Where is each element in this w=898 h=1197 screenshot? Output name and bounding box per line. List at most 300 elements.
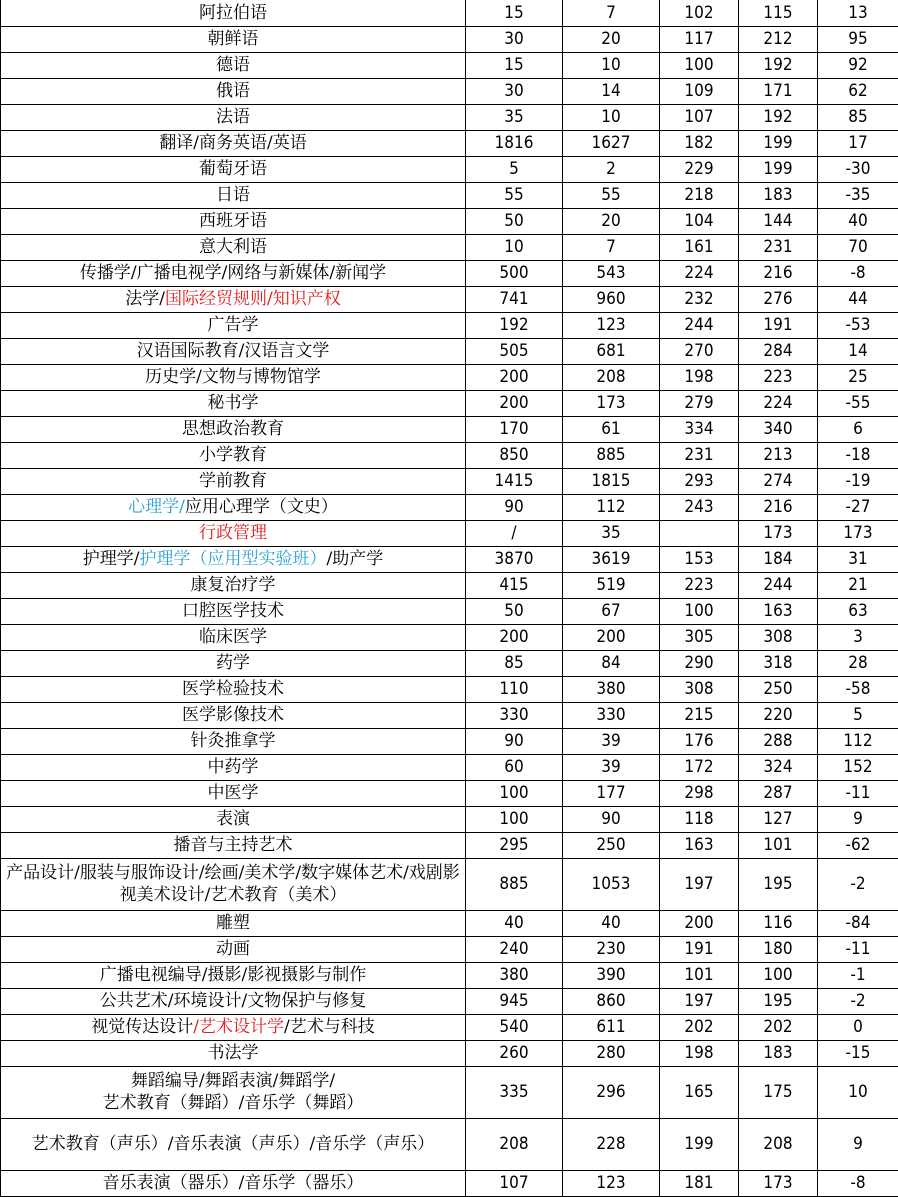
major-name-cell — [1, 338, 466, 364]
table-row — [1, 780, 898, 806]
value-col-1-cell: 5 — [466, 156, 563, 182]
value-col-4-cell: 324 — [739, 754, 818, 780]
value-col-3-cell: 176 — [660, 728, 739, 754]
value-col-3-cell: 224 — [660, 260, 739, 286]
value-col-2-cell: 1053 — [563, 858, 660, 910]
major-name-cell — [1, 1040, 466, 1066]
value-col-2-cell: 55 — [563, 182, 660, 208]
table-row — [1, 1118, 898, 1170]
value-col-5-cell: -58 — [818, 676, 898, 702]
major-name-segment: 舞蹈编导/舞蹈表演/舞蹈学/ — [130, 1071, 336, 1091]
value-col-5-cell: -15 — [818, 1040, 898, 1066]
value-col-5-cell: 14 — [818, 338, 898, 364]
major-name-segment: 书法学 — [207, 1043, 259, 1063]
major-name-segment: 艺术教育（声乐）/音乐表演（声乐）/音乐学（声乐） — [31, 1134, 435, 1154]
majors-table-body — [1, 0, 898, 1196]
major-name-segment: /助产学 — [326, 549, 384, 569]
major-name-segment: 雕塑 — [216, 913, 250, 933]
value-col-1-cell: 415 — [466, 572, 563, 598]
value-col-4-cell: 244 — [739, 572, 818, 598]
major-name-segment: 艺术教育（舞蹈）/音乐学（舞蹈） — [102, 1093, 364, 1113]
value-col-3-cell: 100 — [660, 52, 739, 78]
value-col-4-cell: 216 — [739, 260, 818, 286]
value-col-1-cell: 500 — [466, 260, 563, 286]
major-name-cell — [1, 1014, 466, 1040]
major-name-segment: 心理学/ — [128, 497, 185, 517]
value-col-5-cell: -2 — [818, 858, 898, 910]
value-col-4-cell: 183 — [739, 1040, 818, 1066]
value-col-5-cell: 0 — [818, 1014, 898, 1040]
value-col-3-cell: 270 — [660, 338, 739, 364]
value-col-3-cell: 197 — [660, 988, 739, 1014]
value-col-4-cell: 213 — [739, 442, 818, 468]
value-col-3-cell: 109 — [660, 78, 739, 104]
value-col-5-cell: 3 — [818, 624, 898, 650]
major-name-cell — [1, 78, 466, 104]
value-col-2-cell: 860 — [563, 988, 660, 1014]
value-col-5-cell: 9 — [818, 1118, 898, 1170]
value-col-4-cell: 191 — [739, 312, 818, 338]
major-name-cell — [1, 962, 466, 988]
value-col-2-cell: 2 — [563, 156, 660, 182]
value-col-5-cell: 21 — [818, 572, 898, 598]
major-name-segment: 意大利语 — [199, 237, 267, 257]
major-name-cell — [1, 728, 466, 754]
value-col-5-cell: -1 — [818, 962, 898, 988]
major-name-cell — [1, 416, 466, 442]
major-name-segment: 播音与主持艺术 — [173, 835, 293, 855]
value-col-5-cell: 5 — [818, 702, 898, 728]
value-col-4-cell: 115 — [739, 0, 818, 26]
value-col-3-cell: 117 — [660, 26, 739, 52]
value-col-4-cell: 199 — [739, 130, 818, 156]
value-col-4-cell: 171 — [739, 78, 818, 104]
table-row — [1, 598, 898, 624]
major-name-cell — [1, 130, 466, 156]
major-name-cell — [1, 572, 466, 598]
value-col-2-cell: 112 — [563, 494, 660, 520]
value-col-3-cell: 244 — [660, 312, 739, 338]
value-col-3-cell — [660, 520, 739, 546]
major-name-segment: 翻译/商务英语/英语 — [159, 133, 307, 153]
value-col-5-cell: -19 — [818, 468, 898, 494]
value-col-5-cell: 17 — [818, 130, 898, 156]
value-col-3-cell: 161 — [660, 234, 739, 260]
value-col-1-cell: 40 — [466, 910, 563, 936]
table-row — [1, 1066, 898, 1118]
table-row — [1, 52, 898, 78]
value-col-3-cell: 232 — [660, 286, 739, 312]
major-name-segment: 秘书学 — [207, 393, 259, 413]
table-row — [1, 468, 898, 494]
value-col-5-cell: 62 — [818, 78, 898, 104]
value-col-2-cell: 885 — [563, 442, 660, 468]
major-name-segment: 产品设计/服装与服饰设计/绘画/美术学/数字媒体艺术/戏剧影视美术设计/艺术教育（美术） — [6, 863, 460, 905]
value-col-4-cell: 144 — [739, 208, 818, 234]
major-name-cell — [1, 806, 466, 832]
major-name-cell — [1, 182, 466, 208]
major-name-segment: 广播电视编导/摄影/影视摄影与制作 — [99, 965, 367, 985]
major-name-cell — [1, 936, 466, 962]
value-col-3-cell: 104 — [660, 208, 739, 234]
value-col-3-cell: 172 — [660, 754, 739, 780]
table-row — [1, 208, 898, 234]
value-col-1-cell: 10 — [466, 234, 563, 260]
major-name-segment: 西班牙语 — [199, 211, 267, 231]
value-col-3-cell: 200 — [660, 910, 739, 936]
value-col-3-cell: 305 — [660, 624, 739, 650]
major-name-cell — [1, 910, 466, 936]
value-col-1-cell: 1816 — [466, 130, 563, 156]
major-name-segment: 医学影像技术 — [182, 705, 284, 725]
table-row — [1, 624, 898, 650]
value-col-1-cell: 380 — [466, 962, 563, 988]
value-col-2-cell: 681 — [563, 338, 660, 364]
major-name-segment: 思想政治教育 — [182, 419, 284, 439]
value-col-5-cell: 92 — [818, 52, 898, 78]
value-col-2-cell: 67 — [563, 598, 660, 624]
major-name-cell — [1, 624, 466, 650]
value-col-5-cell: -35 — [818, 182, 898, 208]
value-col-3-cell: 101 — [660, 962, 739, 988]
value-col-1-cell: 540 — [466, 1014, 563, 1040]
major-name-segment: 中药学 — [207, 757, 259, 777]
value-col-3-cell: 218 — [660, 182, 739, 208]
table-row — [1, 364, 898, 390]
major-name-segment: 学前教育 — [199, 471, 267, 491]
value-col-3-cell: 107 — [660, 104, 739, 130]
value-col-5-cell: 28 — [818, 650, 898, 676]
value-col-5-cell: -55 — [818, 390, 898, 416]
value-col-3-cell: 293 — [660, 468, 739, 494]
value-col-1-cell: 85 — [466, 650, 563, 676]
value-col-4-cell: 208 — [739, 1118, 818, 1170]
major-name-segment: 康复治疗学 — [190, 575, 276, 595]
value-col-4-cell: 202 — [739, 1014, 818, 1040]
value-col-1-cell: 208 — [466, 1118, 563, 1170]
value-col-4-cell: 163 — [739, 598, 818, 624]
major-name-segment: 中医学 — [207, 783, 259, 803]
value-col-2-cell: 173 — [563, 390, 660, 416]
value-col-3-cell: 298 — [660, 780, 739, 806]
value-col-3-cell: 199 — [660, 1118, 739, 1170]
value-col-2-cell: 123 — [563, 312, 660, 338]
value-col-2-cell: 208 — [563, 364, 660, 390]
major-name-segment: 口腔医学技术 — [182, 601, 284, 621]
value-col-1-cell: 200 — [466, 364, 563, 390]
major-name-segment: 药学 — [216, 653, 250, 673]
major-name-segment: 广告学 — [207, 315, 259, 335]
major-name-cell — [1, 702, 466, 728]
value-col-1-cell: 945 — [466, 988, 563, 1014]
major-name-cell — [1, 260, 466, 286]
major-name-segment: 日语 — [216, 185, 250, 205]
major-name-cell — [1, 234, 466, 260]
value-col-3-cell: 229 — [660, 156, 739, 182]
value-col-4-cell: 287 — [739, 780, 818, 806]
value-col-1-cell: 35 — [466, 104, 563, 130]
value-col-1-cell: 200 — [466, 390, 563, 416]
table-row — [1, 390, 898, 416]
value-col-5-cell: -2 — [818, 988, 898, 1014]
value-col-2-cell: 960 — [563, 286, 660, 312]
value-col-5-cell: 112 — [818, 728, 898, 754]
value-col-2-cell: 20 — [563, 26, 660, 52]
value-col-4-cell: 216 — [739, 494, 818, 520]
value-col-4-cell: 223 — [739, 364, 818, 390]
value-col-4-cell: 101 — [739, 832, 818, 858]
value-col-5-cell: 13 — [818, 0, 898, 26]
value-col-2-cell: 1627 — [563, 130, 660, 156]
value-col-4-cell: 274 — [739, 468, 818, 494]
value-col-2-cell: 611 — [563, 1014, 660, 1040]
value-col-3-cell: 153 — [660, 546, 739, 572]
major-name-cell — [1, 1118, 466, 1170]
value-col-2-cell: 39 — [563, 728, 660, 754]
value-col-5-cell: 70 — [818, 234, 898, 260]
table-row — [1, 728, 898, 754]
value-col-4-cell: 308 — [739, 624, 818, 650]
value-col-2-cell: 250 — [563, 832, 660, 858]
table-row — [1, 182, 898, 208]
major-name-segment: 阿拉伯语 — [199, 2, 267, 23]
value-col-1-cell: 3870 — [466, 546, 563, 572]
value-col-1-cell: 100 — [466, 806, 563, 832]
table-row — [1, 520, 898, 546]
value-col-5-cell: 63 — [818, 598, 898, 624]
value-col-1-cell: 850 — [466, 442, 563, 468]
table-row — [1, 442, 898, 468]
value-col-2-cell: 14 — [563, 78, 660, 104]
major-name-cell — [1, 520, 466, 546]
value-col-1-cell: 295 — [466, 832, 563, 858]
value-col-2-cell: 123 — [563, 1170, 660, 1196]
table-row — [1, 234, 898, 260]
major-name-segment: 法语 — [216, 107, 250, 127]
table-row — [1, 1170, 898, 1196]
value-col-3-cell: 308 — [660, 676, 739, 702]
value-col-3-cell: 334 — [660, 416, 739, 442]
major-name-segment: 针灸推拿学 — [190, 731, 276, 751]
table-row — [1, 156, 898, 182]
table-row — [1, 416, 898, 442]
value-col-4-cell: 224 — [739, 390, 818, 416]
value-col-5-cell: 10 — [818, 1066, 898, 1118]
value-col-2-cell: 543 — [563, 260, 660, 286]
value-col-5-cell: -27 — [818, 494, 898, 520]
value-col-5-cell: -18 — [818, 442, 898, 468]
value-col-5-cell: -84 — [818, 910, 898, 936]
table-row — [1, 806, 898, 832]
major-name-segment: 护理学（应用型实验班） — [139, 549, 327, 569]
value-col-3-cell: 163 — [660, 832, 739, 858]
value-col-2-cell: 177 — [563, 780, 660, 806]
major-name-cell — [1, 364, 466, 390]
value-col-1-cell: 90 — [466, 728, 563, 754]
major-name-cell — [1, 1170, 466, 1196]
value-col-2-cell: 330 — [563, 702, 660, 728]
value-col-4-cell: 184 — [739, 546, 818, 572]
major-name-cell — [1, 598, 466, 624]
table-row — [1, 260, 898, 286]
value-col-3-cell: 100 — [660, 598, 739, 624]
value-col-1-cell: 55 — [466, 182, 563, 208]
major-name-cell — [1, 780, 466, 806]
value-col-4-cell: 175 — [739, 1066, 818, 1118]
table-row — [1, 104, 898, 130]
value-col-4-cell: 173 — [739, 1170, 818, 1196]
value-col-2-cell: 200 — [563, 624, 660, 650]
table-row — [1, 286, 898, 312]
value-col-4-cell: 231 — [739, 234, 818, 260]
major-name-segment: 应用心理学（文史） — [184, 497, 338, 517]
value-col-1-cell: 110 — [466, 676, 563, 702]
value-col-4-cell: 183 — [739, 182, 818, 208]
major-name-cell — [1, 1066, 466, 1118]
value-col-3-cell: 202 — [660, 1014, 739, 1040]
table-row — [1, 312, 898, 338]
value-col-4-cell: 180 — [739, 936, 818, 962]
value-col-2-cell: 10 — [563, 52, 660, 78]
value-col-5-cell: 95 — [818, 26, 898, 52]
value-col-1-cell: 1415 — [466, 468, 563, 494]
value-col-5-cell: 9 — [818, 806, 898, 832]
major-name-segment: 国际经贸规则/知识产权 — [165, 289, 341, 309]
value-col-5-cell: 6 — [818, 416, 898, 442]
major-name-cell — [1, 442, 466, 468]
table-row — [1, 26, 898, 52]
table-row — [1, 0, 898, 26]
value-col-4-cell: 195 — [739, 988, 818, 1014]
major-name-segment: 视觉传达设计 — [91, 1017, 194, 1037]
value-col-1-cell: 260 — [466, 1040, 563, 1066]
value-col-1-cell: 107 — [466, 1170, 563, 1196]
value-col-1-cell: 50 — [466, 208, 563, 234]
value-col-1-cell: 60 — [466, 754, 563, 780]
value-col-2-cell: 20 — [563, 208, 660, 234]
value-col-5-cell: -62 — [818, 832, 898, 858]
value-col-4-cell: 212 — [739, 26, 818, 52]
value-col-5-cell: 25 — [818, 364, 898, 390]
value-col-5-cell: 173 — [818, 520, 898, 546]
major-name-cell — [1, 208, 466, 234]
value-col-2-cell: 380 — [563, 676, 660, 702]
value-col-2-cell: 84 — [563, 650, 660, 676]
value-col-3-cell: 243 — [660, 494, 739, 520]
major-name-segment: 公共艺术/环境设计/文物保护与修复 — [99, 991, 367, 1011]
major-name-cell — [1, 650, 466, 676]
value-col-4-cell: 284 — [739, 338, 818, 364]
major-name-segment: 医学检验技术 — [182, 679, 284, 699]
value-col-4-cell: 340 — [739, 416, 818, 442]
value-col-3-cell: 231 — [660, 442, 739, 468]
table-row — [1, 858, 898, 910]
value-col-1-cell: 15 — [466, 52, 563, 78]
value-col-2-cell: 1815 — [563, 468, 660, 494]
value-col-1-cell: 200 — [466, 624, 563, 650]
table-row — [1, 754, 898, 780]
table-row — [1, 702, 898, 728]
major-name-segment: /艺术设计学 — [193, 1017, 284, 1037]
value-col-4-cell: 276 — [739, 286, 818, 312]
major-name-segment: 俄语 — [216, 81, 250, 101]
value-col-4-cell: 318 — [739, 650, 818, 676]
value-col-2-cell: 390 — [563, 962, 660, 988]
value-col-2-cell: 228 — [563, 1118, 660, 1170]
value-col-1-cell: 50 — [466, 598, 563, 624]
value-col-3-cell: 165 — [660, 1066, 739, 1118]
value-col-5-cell: -30 — [818, 156, 898, 182]
value-col-1-cell: 30 — [466, 26, 563, 52]
value-col-4-cell: 116 — [739, 910, 818, 936]
major-name-segment: 临床医学 — [199, 627, 267, 647]
major-name-cell — [1, 988, 466, 1014]
table-row — [1, 962, 898, 988]
major-name-cell — [1, 676, 466, 702]
value-col-5-cell: 85 — [818, 104, 898, 130]
value-col-2-cell: 39 — [563, 754, 660, 780]
value-col-2-cell: 61 — [563, 416, 660, 442]
value-col-4-cell: 100 — [739, 962, 818, 988]
major-name-segment: 动画 — [216, 939, 250, 959]
table-row — [1, 1014, 898, 1040]
value-col-1-cell: 90 — [466, 494, 563, 520]
major-name-segment: 德语 — [216, 55, 250, 75]
value-col-3-cell: 102 — [660, 0, 739, 26]
value-col-3-cell: 290 — [660, 650, 739, 676]
value-col-2-cell: 230 — [563, 936, 660, 962]
value-col-2-cell: 3619 — [563, 546, 660, 572]
value-col-4-cell: 195 — [739, 858, 818, 910]
major-name-cell — [1, 312, 466, 338]
value-col-1-cell: 240 — [466, 936, 563, 962]
major-name-segment: 表演 — [216, 809, 250, 829]
major-name-segment: 葡萄牙语 — [199, 159, 267, 179]
value-col-3-cell: 182 — [660, 130, 739, 156]
value-col-4-cell: 199 — [739, 156, 818, 182]
value-col-1-cell: 30 — [466, 78, 563, 104]
value-col-3-cell: 198 — [660, 364, 739, 390]
major-name-segment: /艺术与科技 — [284, 1017, 375, 1037]
value-col-3-cell: 118 — [660, 806, 739, 832]
value-col-5-cell: -11 — [818, 780, 898, 806]
table-row — [1, 494, 898, 520]
value-col-2-cell: 90 — [563, 806, 660, 832]
value-col-4-cell: 250 — [739, 676, 818, 702]
major-name-segment: 小学教育 — [199, 445, 267, 465]
table-row — [1, 936, 898, 962]
value-col-3-cell: 181 — [660, 1170, 739, 1196]
value-col-1-cell: 885 — [466, 858, 563, 910]
value-col-2-cell: 40 — [563, 910, 660, 936]
major-name-cell — [1, 390, 466, 416]
value-col-2-cell: 280 — [563, 1040, 660, 1066]
value-col-5-cell: 40 — [818, 208, 898, 234]
table-row — [1, 832, 898, 858]
value-col-1-cell: 505 — [466, 338, 563, 364]
major-name-cell — [1, 52, 466, 78]
major-name-cell — [1, 858, 466, 910]
major-name-segment: 行政管理 — [199, 523, 267, 543]
table-row — [1, 910, 898, 936]
value-col-2-cell: 7 — [563, 0, 660, 26]
major-name-cell — [1, 0, 466, 26]
major-name-cell — [1, 468, 466, 494]
value-col-1-cell: 15 — [466, 0, 563, 26]
value-col-3-cell: 223 — [660, 572, 739, 598]
major-name-cell — [1, 494, 466, 520]
value-col-5-cell: 152 — [818, 754, 898, 780]
